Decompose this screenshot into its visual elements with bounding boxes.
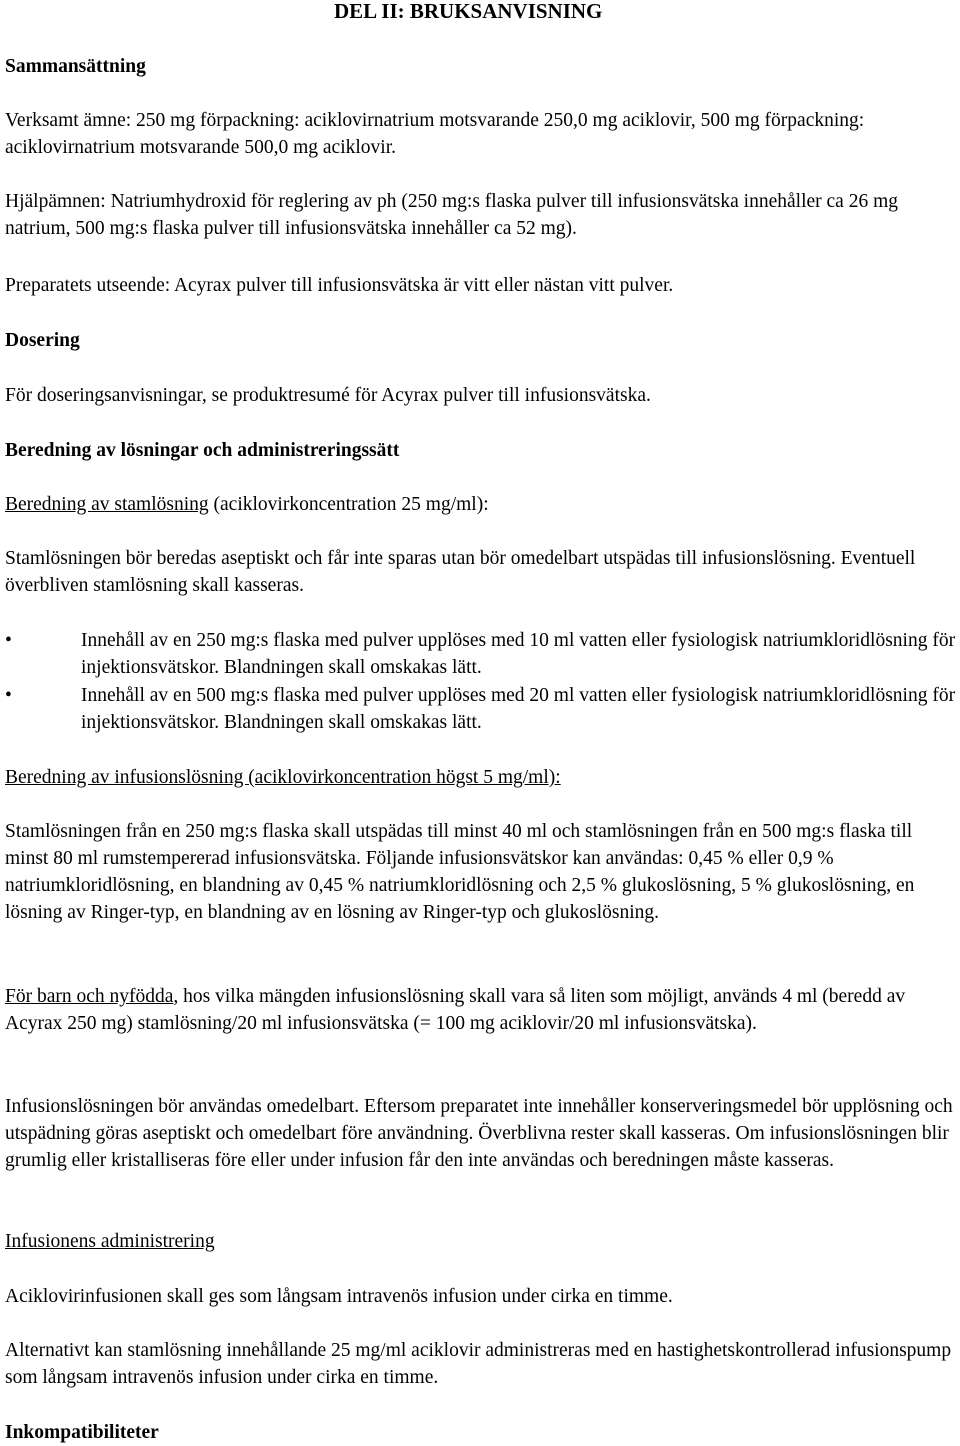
infusion-solution-text: Stamlösningen från en 250 mg:s flaska skall utspädas till minst 40 ml och stamlösningen från en 500 mg:s flaska till minst 80 ml rumstempererad infusionsvätska. Följande infusionsvätskor kan användas: 0,45 % eller 0,9 % natriumkloridlösning, en blandning av 0,45 % natriumkloridlösning och 2,5 % glukoslösning, 5 % glukoslösning, en lösning av Ringer-typ, en blandning av en lösning av Ringer-typ och glukoslösning. [5,821,915,923]
infusion-solution-label: Beredning av infusionslösning (aciklovirkoncentration högst 5 mg/ml): [5,767,561,788]
dosage-heading: Dosering [5,330,80,351]
bullet-icon: • [5,630,12,651]
usage-text: Infusionslösningen bör användas omedelbart. Eftersom preparatet inte innehåller konserveringsmedel bör upplösning och utspädning göras aseptiskt och omedelbart före användning. Överblivna rester skall kasseras. Om infusionslösningen blir grumlig eller kristalliseras före eller under infusion får den inte användas och beredningen måste kasseras. [5,1096,953,1171]
incompatibilities-heading: Inkompatibiliteter [5,1422,159,1443]
bullet-icon: • [5,685,12,706]
children-label: För barn och nyfödda [5,986,174,1007]
stock-solution-label: Beredning av stamlösning [5,494,209,515]
active-ingredient-text: Verksamt ämne: 250 mg förpackning: aciklovirnatrium motsvarande 250,0 mg aciklovir, 500 mg förpackning: aciklovirnatrium motsvarande 500,0 mg aciklovir. [5,110,865,158]
list-item-text: Innehåll av en 250 mg:s flaska med pulver upplöses med 10 ml vatten eller fysiologisk natriumkloridlösning för injektionsvätskor. Blandningen skall omskakas lätt. [81,630,956,678]
appearance-text: Preparatets utseende: Acyrax pulver till infusionsvätska är vitt eller nästan vitt pulver. [5,275,674,296]
administration-label: Infusionens administrering [5,1231,215,1252]
document-title: DEL II: BRUKSANVISNING [334,0,603,23]
list-item-text: Innehåll av en 500 mg:s flaska med pulver upplöses med 20 ml vatten eller fysiologisk natriumkloridlösning för injektionsvätskor. Blandningen skall omskakas lätt. [81,685,956,733]
preparation-heading: Beredning av lösningar och administreringssätt [5,440,400,461]
stock-solution-suffix: (aciklovirkoncentration 25 mg/ml): [208,494,489,515]
children-text: , hos vilka mängden infusionslösning skall vara så liten som möjligt, används 4 ml (beredd av Acyrax 250 mg) stamlösning/20 ml infusionsvätska (= 100 mg aciklovir/20 ml infusionsvätska). [5,986,906,1034]
excipients-text: Hjälpämnen: Natriumhydroxid för reglering av ph (250 mg:s flaska pulver till infusionsvätska innehåller ca 26 mg natrium, 500 mg:s flaska pulver till infusionsvätska innehåller ca 52 mg). [5,191,898,239]
children-paragraph [5,983,957,1037]
composition-heading: Sammansättning [5,56,146,77]
dosage-text: För doseringsanvisningar, se produktresumé för Acyrax pulver till infusionsvätska. [5,385,651,406]
stock-solution-text: Stamlösningen bör beredas aseptiskt och får inte sparas utan bör omedelbart utspädas till infusionslösning. Eventuell överbliven stamlösning skall kasseras. [5,548,916,596]
administration-text-1: Aciklovirinfusionen skall ges som långsam intravenös infusion under cirka en timme. [5,1286,673,1307]
administration-text-2: Alternativt kan stamlösning innehållande 25 mg/ml aciklovir administreras med en hastighetskontrollerad infusionspump som långsam intravenös infusion under cirka en timme. [5,1340,952,1388]
stock-solution-line [5,491,957,518]
